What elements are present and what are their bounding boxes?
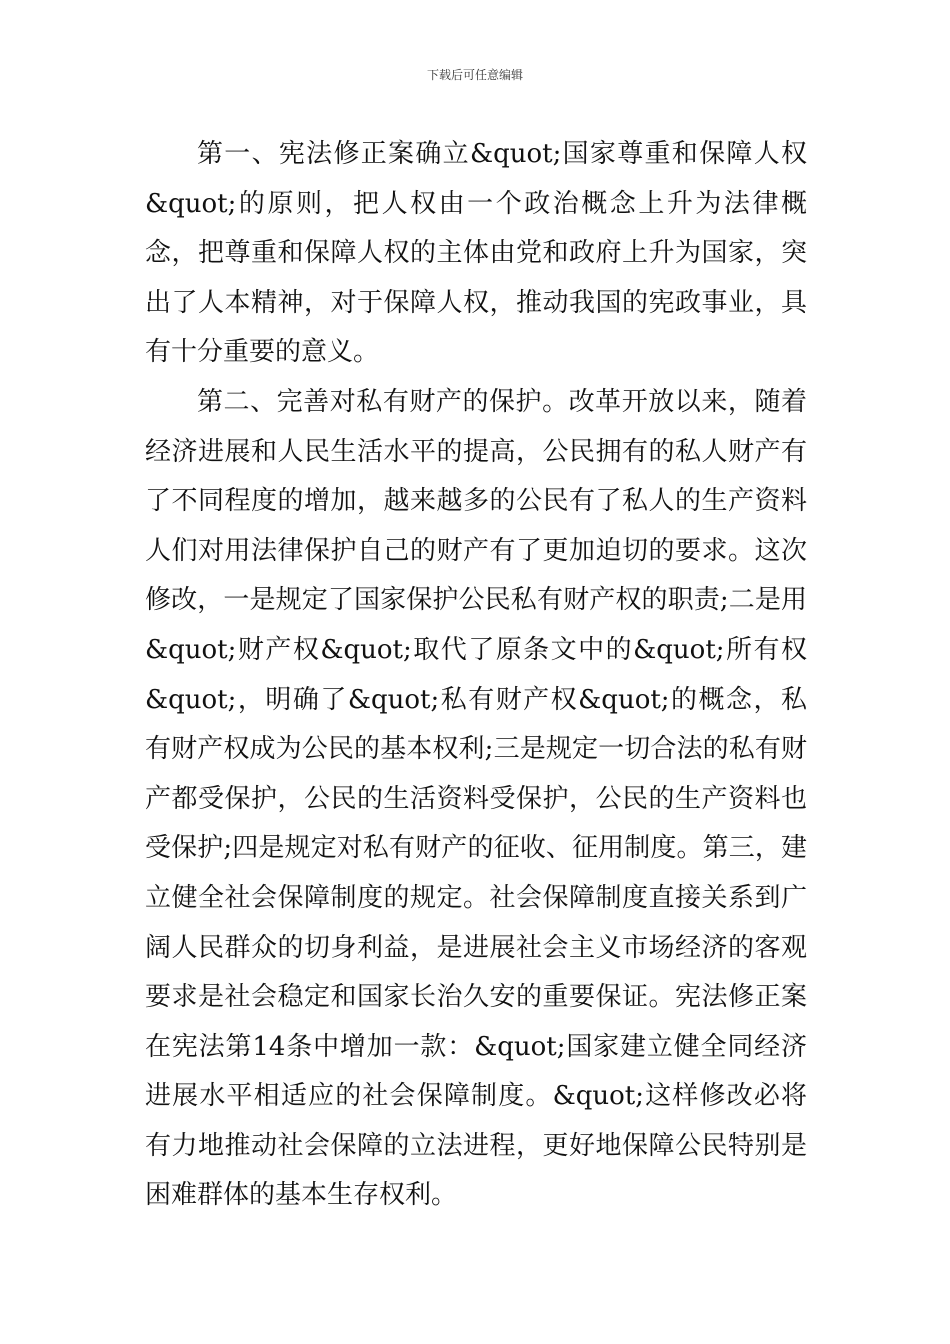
paragraph-1: 第一、宪法修正案确立&quot;国家尊重和保障人权&quot;的原则，把人权由一个政治概念上升为法律概念，把尊重和保障人权的主体由党和政府上升为国家，突出了人本精神，对于保障人权，推动我国的宪政事业，具有十分重要的意义。	[145, 139, 807, 368]
paragraph-2: 第二、完善对私有财产的保护。改革开放以来，随着经济进展和人民生活水平的提高，公民拥有的私人财产有了不同程度的增加，越来越多的公民有了私人的生产资料人们对用法律保护自己的财产有了更加迫切的要求。这次修改，一是规定了国家保护公民私有财产权的职责;二是用&quot;财产权&quot;取代了原条文中的&quot;所有权&quot;，明确了&quot;私有财产权&quot;的概念，私有财产权成为公民的基本权利;三是规定一切合法的私有财产都受保护，公民的生活资料受保护，公民的生产资料也受保护;四是规定对私有财产的征收、征用制度。第三，建立健全社会保障制度的规定。社会保障制度直接关系到广阔人民群众的切身利益，是进展社会主义市场经济的客观要求是社会稳定和国家长治久安的重要保证。宪法修正案在宪法第14条中增加一款：&quot;国家建立健全同经济进展水平相适应的社会保障制度。&quot;这样修改必将有力地推动社会保障的立法进程，更好地保障公民特别是困难群体的基本生存权利。	[145, 386, 807, 1211]
document-body	[145, 130, 807, 1221]
page-header-note: 下载后可任意编辑	[426, 68, 523, 82]
